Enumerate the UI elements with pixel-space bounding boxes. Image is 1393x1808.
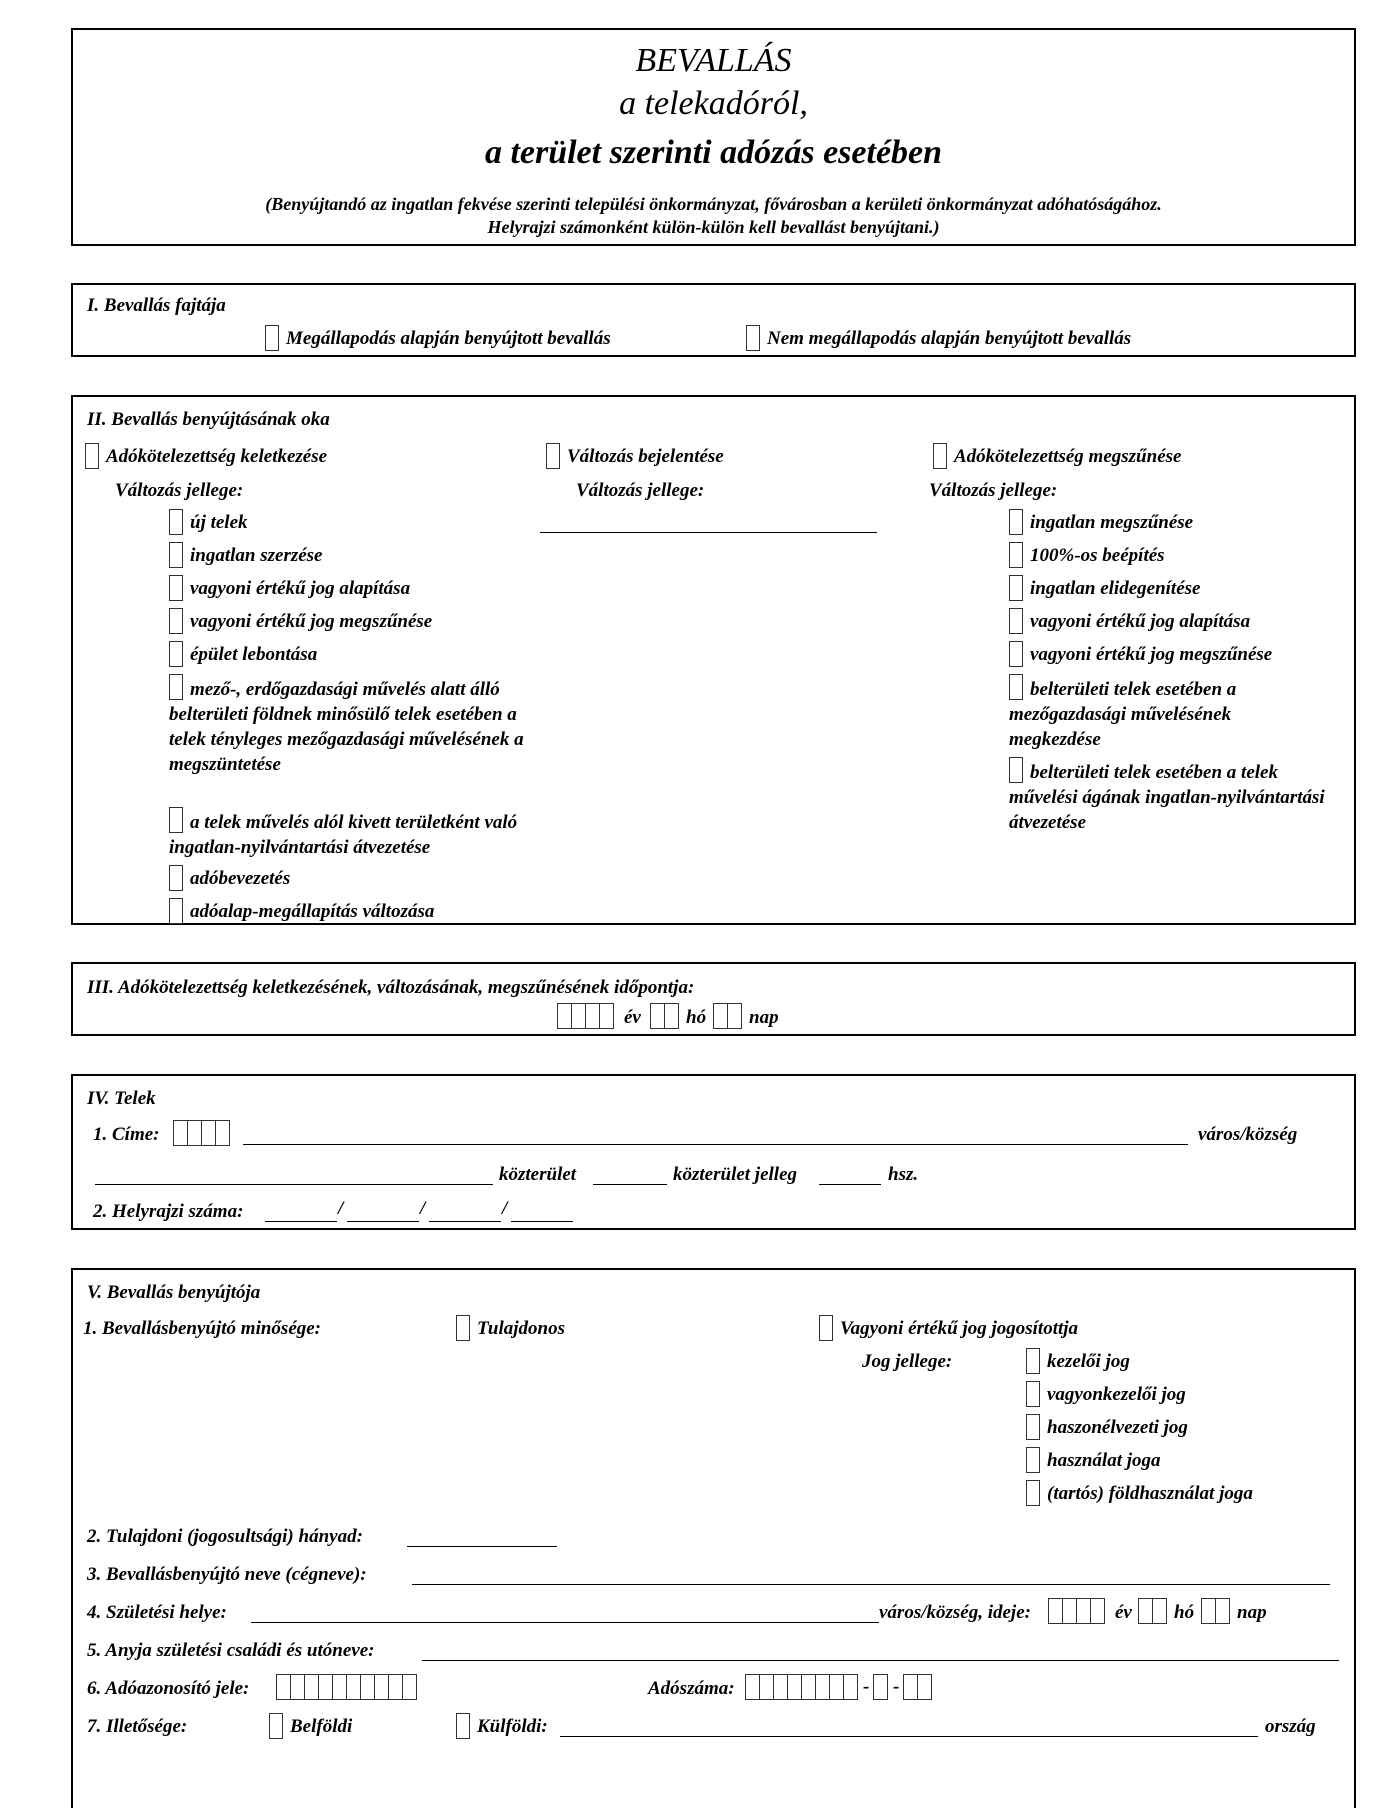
label-right-holder: Vagyoni értékű jog jogosítottja: [840, 1318, 1079, 1339]
checkbox-col3-right-cease[interactable]: [1009, 641, 1023, 667]
parcel-part-4[interactable]: [511, 1221, 573, 1222]
tax-number-dash-1: -: [863, 1676, 870, 1697]
checkbox-property-acquisition[interactable]: [169, 542, 183, 568]
birthplace-line[interactable]: [251, 1622, 879, 1623]
item-withdrawn-text: a telek művelés alól kivett területként való ingatlan-nyilvántartási átvezetése: [169, 812, 518, 858]
item-agricultural-text: mező-, erdőgazdasági művelés alatt álló belterületi földnek minősülő telek esetében a telek tényleges mezőgazdasági művelésének a megszüntetése: [169, 679, 524, 775]
q7-label: 7. Illetősége:: [87, 1716, 188, 1737]
birth-year-cells[interactable]: [1048, 1598, 1104, 1624]
section-1-title: I. Bevallás fajtája: [87, 295, 226, 316]
label-foreign: Külföldi:: [477, 1716, 548, 1737]
checkbox-management-right[interactable]: [1026, 1348, 1040, 1374]
date-month-label: hó: [686, 1007, 707, 1028]
item-tax-intro: adóbevezetés: [190, 868, 291, 889]
checkbox-use-right[interactable]: [1026, 1447, 1040, 1473]
label-no-agreement: Nem megállapodás alapján benyújtott bevallás: [767, 328, 1132, 349]
item-cultivation-branch: [1009, 760, 1329, 835]
hsz-label: hsz.: [888, 1164, 919, 1185]
public-area-label: közterület: [499, 1164, 577, 1185]
section-4-title: IV. Telek: [87, 1088, 156, 1109]
q6-label: 6. Adóazonosító jele:: [87, 1678, 250, 1699]
note-line2: Helyrajzi számonként külön-külön kell bevallást benyújtani.): [487, 217, 940, 237]
item-demolition: épület lebontása: [190, 644, 318, 665]
birth-year-label: év: [1115, 1602, 1132, 1623]
date-month-cells[interactable]: [650, 1003, 678, 1029]
checkbox-obligation-start[interactable]: [85, 443, 99, 469]
city-label: város/község: [1198, 1124, 1298, 1145]
item-right-establish: vagyoni értékű jog alapítása: [190, 578, 411, 599]
item-full-build: 100%-os beépítés: [1030, 545, 1165, 566]
parcel-part-1[interactable]: [265, 1221, 337, 1222]
parcel-sep-2: /: [420, 1198, 426, 1219]
section-3-title: III. Adókötelezettség keletkezésének, változásának, megszűnésének időpontja:: [87, 977, 695, 998]
item-col3-right-establish: vagyoni értékű jog alapítása: [1030, 611, 1251, 632]
checkbox-foreign[interactable]: [456, 1713, 470, 1739]
label-owner: Tulajdonos: [477, 1318, 565, 1339]
item-cultivation-branch-text: belterületi telek esetében a telek művelési ágának ingatlan-nyilvántartási átvezetése: [1009, 762, 1325, 833]
mother-name-line[interactable]: [422, 1660, 1339, 1661]
date-year-label: év: [624, 1007, 641, 1028]
checkbox-tax-intro[interactable]: [169, 865, 183, 891]
section-2-title: II. Bevallás benyújtásának oka: [87, 409, 330, 430]
checkbox-no-agreement[interactable]: [746, 325, 760, 351]
checkbox-right-establish[interactable]: [169, 575, 183, 601]
label-obligation-end: Adókötelezettség megszűnése: [954, 446, 1182, 467]
section-1: [71, 283, 1356, 357]
section-4: [71, 1074, 1356, 1230]
public-area-line[interactable]: [95, 1184, 493, 1185]
parcel-label: 2. Helyrajzi száma:: [93, 1201, 244, 1222]
item-agri-start-text: belterületi telek esetében a mezőgazdasági művelésének megkezdése: [1009, 679, 1237, 750]
checkbox-alienation[interactable]: [1009, 575, 1023, 601]
section-5: [71, 1268, 1356, 1808]
checkbox-obligation-end[interactable]: [933, 443, 947, 469]
tax-number-cells-2[interactable]: [873, 1674, 887, 1700]
col3-change-type: Változás jellege:: [929, 480, 1058, 501]
birth-day-cells[interactable]: [1201, 1598, 1229, 1624]
col1-change-type: Változás jellege:: [115, 480, 244, 501]
title-line3: a terület szerinti adózás esetében: [484, 134, 943, 171]
birth-month-label: hó: [1174, 1602, 1195, 1623]
checkbox-asset-management-right[interactable]: [1026, 1381, 1040, 1407]
public-area-type-label: közterület jelleg: [673, 1164, 798, 1185]
checkbox-usufruct-right[interactable]: [1026, 1414, 1040, 1440]
date-day-cells[interactable]: [713, 1003, 741, 1029]
q3-label: 3. Bevallásbenyújtó neve (cégneve):: [87, 1564, 367, 1585]
label-usufruct-right: haszonélvezeti jog: [1047, 1417, 1188, 1438]
label-obligation-start: Adókötelezettség keletkezése: [106, 446, 328, 467]
item-property-acquisition: ingatlan szerzése: [190, 545, 323, 566]
checkbox-tax-base-change[interactable]: [169, 898, 183, 924]
ownership-share-line[interactable]: [407, 1546, 557, 1547]
birth-day-label: nap: [1237, 1602, 1267, 1623]
title-line2: a telekadóról,: [619, 85, 808, 122]
section-2: [71, 395, 1356, 925]
checkbox-change-report[interactable]: [546, 443, 560, 469]
checkbox-right-cease[interactable]: [169, 608, 183, 634]
date-day-label: nap: [749, 1007, 779, 1028]
tax-number-cells-1[interactable]: [745, 1674, 857, 1700]
item-right-cease: vagyoni értékű jog megszűnése: [190, 611, 433, 632]
checkbox-demolition[interactable]: [169, 641, 183, 667]
checkbox-owner[interactable]: [456, 1315, 470, 1341]
checkbox-full-build[interactable]: [1009, 542, 1023, 568]
birth-month-cells[interactable]: [1138, 1598, 1166, 1624]
country-line[interactable]: [560, 1736, 1258, 1737]
q4-label: 4. Születési helye:: [87, 1602, 227, 1623]
item-col3-right-cease: vagyoni értékű jog megszűnése: [1030, 644, 1273, 665]
checkbox-new-plot[interactable]: [169, 509, 183, 535]
label-domestic: Belföldi: [290, 1716, 353, 1737]
col2-change-line[interactable]: [540, 532, 877, 533]
city-line[interactable]: [243, 1144, 1188, 1145]
parcel-sep-3: /: [502, 1198, 508, 1219]
section-5-title: V. Bevallás benyújtója: [87, 1282, 261, 1303]
label-management-right: kezelői jog: [1047, 1351, 1130, 1372]
checkbox-col3-right-establish[interactable]: [1009, 608, 1023, 634]
tax-id-cells[interactable]: [276, 1674, 416, 1700]
title-line1: BEVALLÁS: [635, 42, 792, 79]
item-agri-start: [1009, 677, 1319, 752]
note-line1: (Benyújtandó az ingatlan fekvése szerinti települési önkormányzat, fővárosban a kerületi önkormányzat adóhatóságához.: [265, 194, 1162, 214]
item-new-plot: új telek: [190, 512, 248, 533]
label-agreement: Megállapodás alapján benyújtott bevallás: [286, 328, 611, 349]
public-area-type-line[interactable]: [593, 1184, 667, 1185]
item-alienation: ingatlan elidegenítése: [1030, 578, 1201, 599]
item-agricultural: [169, 677, 549, 777]
hsz-line[interactable]: [819, 1184, 881, 1185]
checkbox-property-cease[interactable]: [1009, 509, 1023, 535]
address-label: 1. Címe:: [93, 1124, 160, 1145]
header-box: [71, 28, 1356, 246]
name-line[interactable]: [412, 1584, 1330, 1585]
checkbox-right-holder[interactable]: [819, 1315, 833, 1341]
parcel-sep-1: /: [338, 1198, 344, 1219]
checkbox-domestic[interactable]: [269, 1713, 283, 1739]
tax-number-cells-3[interactable]: [903, 1674, 931, 1700]
item-withdrawn: [169, 810, 549, 860]
country-label: ország: [1265, 1716, 1316, 1737]
parcel-part-3[interactable]: [429, 1221, 501, 1222]
q1-label: 1. Bevallásbenyújtó minősége:: [83, 1318, 322, 1339]
q2-label: 2. Tulajdoni (jogosultsági) hányad:: [87, 1526, 363, 1547]
parcel-part-2[interactable]: [347, 1221, 419, 1222]
tax-number-label: Adószáma:: [648, 1678, 735, 1699]
col2-change-type: Változás jellege:: [576, 480, 705, 501]
tax-number-dash-2: -: [893, 1676, 900, 1697]
q4-city-label: város/község, ideje:: [879, 1602, 1031, 1623]
checkbox-agreement[interactable]: [265, 325, 279, 351]
section-3: [71, 962, 1356, 1036]
postal-code-cells[interactable]: [173, 1120, 229, 1146]
item-property-cease: ingatlan megszűnése: [1030, 512, 1194, 533]
checkbox-land-use-right[interactable]: [1026, 1480, 1040, 1506]
label-land-use-right: (tartós) földhasználat joga: [1047, 1483, 1253, 1504]
right-type-label: Jog jellege:: [862, 1351, 953, 1372]
q5-label: 5. Anyja születési családi és utóneve:: [87, 1640, 375, 1661]
date-year-cells[interactable]: [557, 1003, 613, 1029]
label-asset-management-right: vagyonkezelői jog: [1047, 1384, 1186, 1405]
label-change-report: Változás bejelentése: [567, 446, 724, 467]
item-tax-base-change: adóalap-megállapítás változása: [190, 901, 435, 922]
label-use-right: használat joga: [1047, 1450, 1161, 1471]
